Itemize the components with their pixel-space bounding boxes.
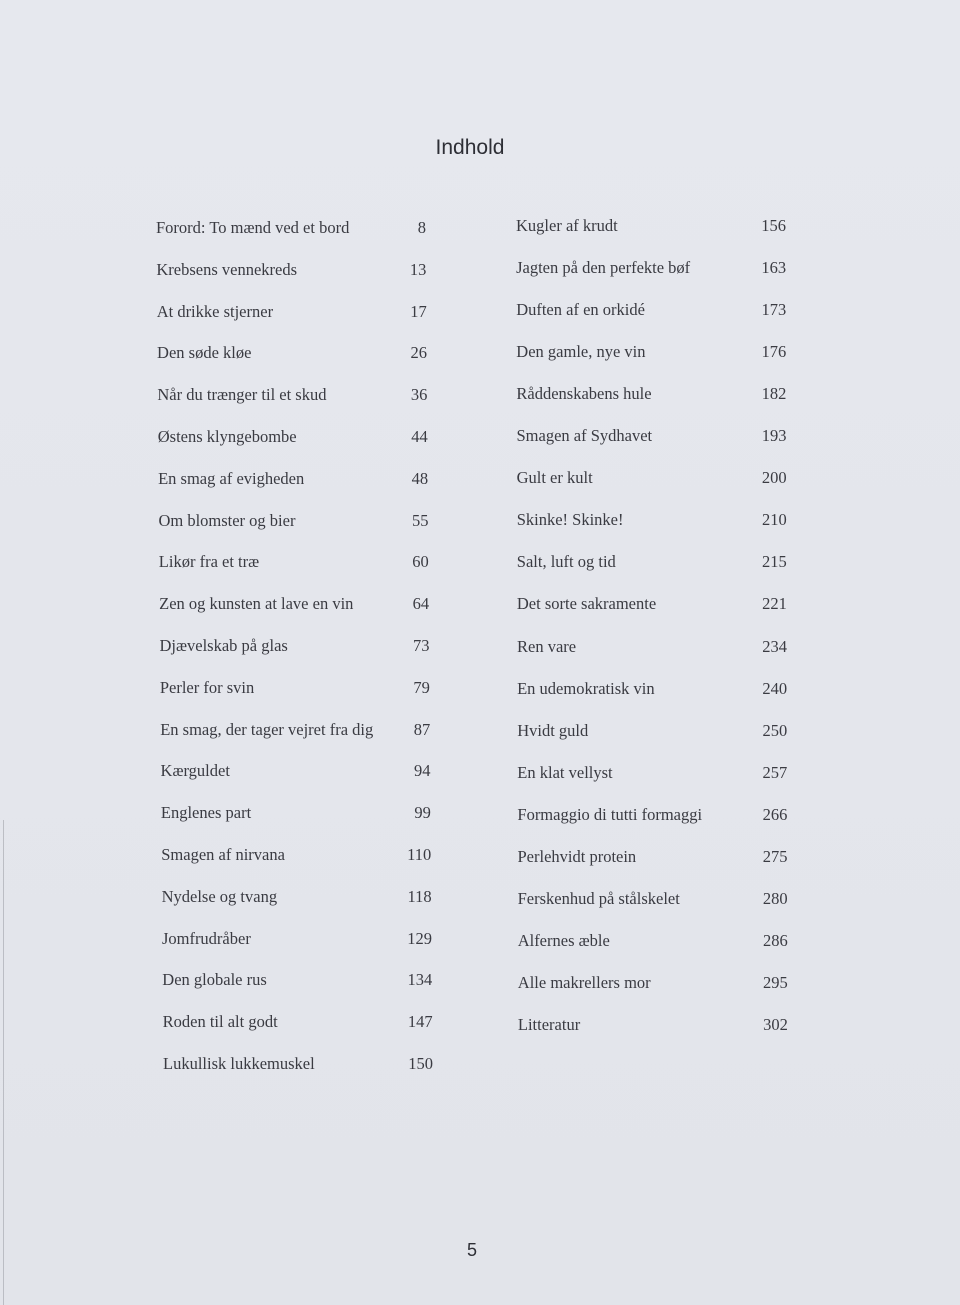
toc-entry bbox=[518, 929, 788, 953]
toc-entry-title: Roden til alt godt bbox=[162, 1012, 278, 1032]
toc-entry bbox=[157, 341, 427, 365]
toc-entry bbox=[517, 677, 787, 701]
toc-entry-title: Østens klyngebombe bbox=[157, 427, 297, 446]
toc-entry-title: Djævelskab på glas bbox=[159, 636, 288, 655]
toc-entry-page-number: 55 bbox=[411, 510, 429, 530]
toc-entry-page-number: 94 bbox=[414, 761, 431, 781]
toc-entry-title: Skinke! Skinke! bbox=[516, 510, 624, 530]
toc-entry-page-number: 64 bbox=[412, 594, 430, 614]
toc-entry-page-number: 60 bbox=[412, 552, 429, 572]
toc-entry-title: En klat vellyst bbox=[517, 762, 613, 782]
toc-entry bbox=[160, 634, 430, 658]
toc-entry-title: En smag, der tager vejret fra dig bbox=[160, 719, 374, 739]
toc-entry-page-number: 134 bbox=[407, 970, 433, 990]
toc-entry-title: Råddenskabens hule bbox=[516, 384, 652, 404]
toc-entry-title: Når du trænger til et skud bbox=[157, 385, 327, 405]
toc-entry-title: Forord: To mænd ved et bord bbox=[156, 218, 350, 237]
toc-entry bbox=[517, 803, 787, 827]
toc-entry-page-number: 250 bbox=[762, 720, 788, 740]
toc-entry bbox=[156, 216, 426, 240]
toc-entry-page-number: 295 bbox=[763, 972, 788, 992]
toc-entry-page-number: 163 bbox=[761, 258, 787, 278]
toc-entry-page-number: 280 bbox=[762, 888, 788, 908]
toc-entry bbox=[161, 801, 431, 825]
toc-entry-title: Duften af en orkidé bbox=[516, 300, 645, 320]
toc-entry-title: Formaggio di tutti formaggi bbox=[517, 804, 703, 824]
toc-entry-title: Krebsens vennekreds bbox=[156, 259, 298, 279]
toc-entry bbox=[157, 383, 427, 407]
toc-entry-page-number: 234 bbox=[762, 636, 787, 656]
toc-entry-page-number: 17 bbox=[410, 301, 427, 321]
toc-entry-title: At drikke stjerner bbox=[156, 301, 274, 321]
toc-entry-title: Litteratur bbox=[517, 1014, 581, 1034]
toc-entry-title: Den globale rus bbox=[162, 970, 267, 990]
toc-entry bbox=[517, 424, 787, 448]
toc-entry-title: Jagten på den perfekte bøf bbox=[516, 258, 691, 278]
toc-entry-page-number: 79 bbox=[413, 677, 430, 697]
page-edge-line bbox=[3, 820, 4, 1305]
toc-entry bbox=[517, 719, 787, 743]
toc-entry-page-number: 8 bbox=[417, 218, 426, 237]
toc-entry bbox=[518, 971, 788, 995]
toc-entry-page-number: 221 bbox=[762, 594, 787, 614]
toc-entry-title: Likør fra et træ bbox=[158, 552, 260, 572]
toc-entry-page-number: 110 bbox=[407, 845, 432, 864]
toc-entry-title: Jomfrudråber bbox=[161, 928, 251, 948]
toc-entry-page-number: 266 bbox=[762, 804, 788, 824]
toc-entry-title: Kærguldet bbox=[160, 761, 230, 781]
toc-entry-title: Salt, luft og tid bbox=[516, 552, 616, 572]
toc-entry-page-number: 176 bbox=[761, 342, 787, 362]
toc-entry bbox=[163, 1010, 433, 1034]
toc-entry bbox=[517, 592, 787, 616]
toc-entry-page-number: 26 bbox=[410, 343, 428, 363]
toc-entry bbox=[516, 214, 786, 238]
toc-entry-title: Det sorte sakramente bbox=[516, 594, 657, 614]
toc-entry-title: Smagen af Sydhavet bbox=[516, 426, 653, 446]
toc-entry-title: Lukullisk lukkemuskel bbox=[163, 1054, 315, 1073]
toc-entry-page-number: 156 bbox=[761, 216, 786, 235]
toc-entry bbox=[163, 1052, 433, 1076]
toc-entry bbox=[518, 887, 788, 911]
toc-entry-page-number: 257 bbox=[762, 762, 788, 782]
toc-entry-page-number: 150 bbox=[408, 1054, 433, 1073]
toc-entry bbox=[517, 635, 787, 659]
toc-entry-page-number: 173 bbox=[761, 300, 787, 320]
toc-entry-title: Zen og kunsten at lave en vin bbox=[159, 594, 354, 614]
toc-entry bbox=[159, 592, 429, 616]
contents-heading: Indhold bbox=[435, 136, 505, 159]
toc-entry bbox=[160, 676, 430, 700]
toc-entry-page-number: 200 bbox=[761, 468, 787, 488]
toc-entry-page-number: 36 bbox=[410, 385, 428, 405]
toc-entry bbox=[517, 508, 787, 532]
toc-entry-page-number: 73 bbox=[413, 636, 430, 655]
toc-entry-title: Om blomster og bier bbox=[158, 510, 296, 530]
toc-entry-title: Den søde kløe bbox=[157, 343, 252, 363]
toc-entry-page-number: 87 bbox=[413, 719, 431, 739]
toc-entry-title: En udemokratisk vin bbox=[517, 678, 655, 698]
toc-entry bbox=[162, 885, 432, 909]
toc-entry-page-number: 118 bbox=[407, 886, 432, 906]
toc-entry-title: En smag af evigheden bbox=[158, 468, 305, 488]
toc-entry bbox=[157, 300, 427, 324]
toc-entry-page-number: 44 bbox=[411, 427, 428, 446]
toc-entry-page-number: 182 bbox=[761, 384, 787, 404]
page-number: 5 bbox=[466, 1240, 477, 1260]
toc-entry-title: Nydelse og tvang bbox=[161, 886, 278, 906]
toc-entry bbox=[156, 258, 426, 282]
toc-entry bbox=[161, 759, 431, 783]
toc-entry-title: Den gamle, nye vin bbox=[516, 342, 646, 362]
toc-entry bbox=[518, 1013, 788, 1037]
toc-entry bbox=[517, 550, 787, 574]
toc-entry bbox=[162, 927, 432, 951]
toc-entry-page-number: 129 bbox=[407, 928, 432, 948]
toc-entry-title: Alle makrellers mor bbox=[517, 972, 651, 992]
toc-entry-page-number: 48 bbox=[411, 468, 429, 488]
toc-entry-title: Kugler af krudt bbox=[516, 216, 618, 235]
toc-entry-page-number: 13 bbox=[409, 259, 427, 279]
toc-entry-title: Smagen af nirvana bbox=[161, 845, 285, 864]
toc-entry-page-number: 99 bbox=[414, 803, 431, 823]
toc-entry bbox=[161, 843, 431, 867]
toc-entry-title: Ren vare bbox=[517, 636, 577, 656]
toc-entry-page-number: 240 bbox=[762, 678, 788, 698]
toc-entry bbox=[158, 467, 428, 491]
toc-entry-title: Perler for svin bbox=[159, 677, 255, 697]
toc-entry bbox=[516, 256, 786, 280]
toc-entry-title: Alfernes æble bbox=[517, 930, 610, 950]
toc-entry-page-number: 215 bbox=[762, 552, 787, 572]
toc-entry-page-number: 302 bbox=[763, 1014, 788, 1034]
toc-entry-title: Ferskenhud på stålskelet bbox=[517, 888, 680, 908]
toc-entry bbox=[518, 845, 788, 869]
toc-entry bbox=[516, 298, 786, 322]
toc-entry-title: Hvidt guld bbox=[517, 720, 589, 740]
toc-entry bbox=[159, 550, 429, 574]
toc-entry-title: Englenes part bbox=[160, 803, 252, 823]
toc-entry bbox=[516, 382, 786, 406]
toc-entry-title: Gult er kult bbox=[516, 468, 593, 488]
toc-entry-title: Perlehvidt protein bbox=[517, 846, 637, 866]
toc-entry-page-number: 286 bbox=[762, 930, 788, 950]
toc-entry bbox=[158, 425, 428, 449]
toc-entry bbox=[517, 466, 787, 490]
toc-entry-page-number: 275 bbox=[762, 846, 788, 866]
toc-entry bbox=[158, 509, 428, 533]
toc-entry bbox=[517, 761, 787, 785]
toc-entry bbox=[160, 718, 430, 742]
toc-entry-page-number: 193 bbox=[761, 426, 787, 446]
toc-entry bbox=[162, 968, 432, 992]
toc-entry-page-number: 210 bbox=[761, 510, 787, 530]
toc-entry-page-number: 147 bbox=[407, 1012, 433, 1032]
toc-entry bbox=[516, 340, 786, 364]
